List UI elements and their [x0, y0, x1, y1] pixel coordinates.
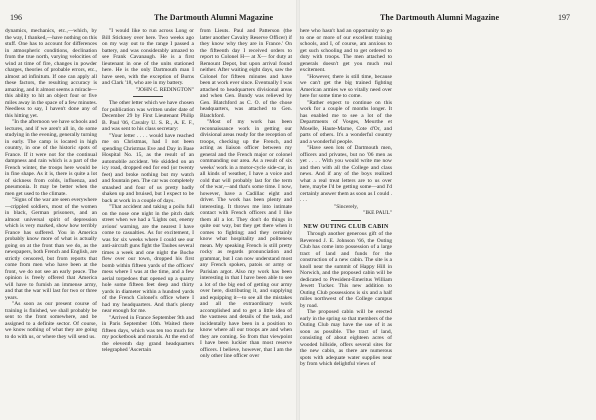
paragraph: "Rather expect to continue on this work for a couple of months longer. It has enabled me to see a lot of the Departments of Vosges, Meurthe et Moselle, Haute-Marne, Cote d'Or, and parts of others. It's a wonderful country and a wonderful people.	[300, 99, 392, 145]
paragraph: Through another generous gift of the Reverend J. E. Johnson '66, the Outing Club has come into possession of a large tract of land and funds for the construction of a new cabin. The site is a knoll near the summit of Happy Hill in Norwich, and the proposed cabin will be dedicated to President-Emeritus William Jewett Tucker. This new addition to Outing Club possessions is six and a half miles northwest of the College campus by road.	[300, 231, 392, 309]
left-page-number: 196	[10, 13, 22, 22]
right-running-title: The Dartmouth Alumni Magazine	[380, 13, 500, 22]
signature-redington: "JOHN C. REDINGTON"	[135, 86, 194, 93]
signature-ike-paul: "IKE PAUL"	[363, 210, 392, 216]
paragraph: dynamics, mechanics, etc.,—which, by the way, I thanked,—have nothing on this stuff. One has to account for differences in atmospheric conditions, declination from the true north, varying velocities of wind at time of fire, changes in powder charges, theories of probable errors, etc., almost ad infinitum. If one can apply all these factors, the resulting accuracy is amazing, and it almost seems a miracle—this ability to hit an object four or five miles away in the space of a few minutes. Needless to say, I haven't done any of this hitting yet.	[5, 28, 97, 119]
paragraph: "However, there is still time, because we can't get the big trained fighting American armies we so vitally need over here for some time to come.	[300, 73, 392, 99]
paragraph: "That accident and taking a poilu full on the nose one night in the pitch dark street when we had a 'Lights out, enemy avions' warning, are the nearest I have come to casualties. As for excitement, I was for six weeks where I could see our anti-aircraft guns fight the Taubes several times a week and one night the Boche flew over our town, dropped his first bomb within fifteen yards of the officers' mess where I was at the time, and a few aerial torpedoes that opened up a quarry hole some fifteen feet deep and thirty yards in diameter within a hundred yards of the French Colonel's office where I had my headquarters. And that's plenty near enough for me.	[102, 204, 194, 314]
right-page-number: 197	[558, 13, 570, 22]
column-3	[200, 28, 292, 416]
column-1	[5, 28, 97, 416]
paragraph: "In the afternoon we have schools and lectures, and if we aren't all in, do some studying in the evening, generally turning in early. The camp is located in high country, in one of the historic spots of France. If it were not for the continual dampness and rain which is a part of the French winter, the troops here would be in fine shape. As it is, there is quite a lot of sickness from colds, influenza, and pneumonia. It may be better when the men get used to the climate.	[5, 119, 97, 197]
paragraph: The proposed cabin will be erected early in the spring so that members of the Outing Club may have the use of it as soon as possible. The tract of land, consisting of about eighteen acres of wooded hillside, offers several sites for the new cabin, as there are numerous spots with adequate water supplies near by from which delightful views of	[300, 309, 392, 367]
paragraph: from Lieuts. Paul and Patterson (the latter another Cavalry Reserve Officer) if they know why they are in France.' On the fifteenth day I received orders to report to Colonel H— at X— for duty at Remount Depot, but upon arrival found neither. After waiting eight days, saw the Colonel for fifteen minutes and have been at work ever since. Eventually I was attached to headquarters divisional areas and when Gen. Bundy was relieved by Gen. Blatchford as C. O. of the chose headquarters, was attached to Gen. Blatchford.	[200, 28, 292, 119]
section-divider	[133, 96, 163, 97]
paragraph: "Signs of the war are seen everywhere—crippled soldiers, most of the women in black, German prisoners, and an almost universal spirit of depression which is very marked, show how terribly France has suffered. You in America probably know more of what is actually going on at the front than we do, as the newspapers, both French and English, are strictly censored, but from reports that come from men who have been at the front, we do not see an early peace. The opinion is freely offered that America will have to furnish an immense army, and that the war will last for two or three years.	[5, 197, 97, 301]
column-4	[300, 28, 392, 416]
paragraph: "Your letter . . . . would have reached me on Christmas, had I not been spending Christmas Eve and Day in Base Hospital No. 15, as the result of an automobile accident. We skidded on an icy road, dropped end for end (or twenty feet) and broke nothing but my watch and fountain pen. The car was completely smashed and four of us pretty badly shaken up and bruised, but I expect to be back at work in a couple of days.	[102, 132, 194, 204]
paragraph: "Arrived in France September 9th and in Paris September 10th. Waited there fifteen days, which was ten too much for my pocketbook and morals. At the end of the eleventh day grand headquarters telegraphed 'Ascertain	[102, 314, 194, 353]
paragraph: here who hasn't had an opportunity to go to one or more of our excellent training schools, and I, of course, am anxious to get such schooling and to get ordered to duty with troops. The men attached to generals doesn't get you much real excitement.	[300, 28, 392, 73]
paragraph: "I would like to run across Long or Bill Stickney over here. Two weeks ago on my way out to the range I passed a battery, and was considerably amazed to see Frank Cavanaugh. He is a first lieutenant in one of the units stationed here. He is the only Dartmouth man I have seen, with the exception of Burns and Clark '18, who are in my battery.	[102, 28, 194, 86]
column-2	[102, 28, 194, 416]
paragraph: "Most of my work has been reconnaissance work in getting our divisional areas ready for the reception of troops, checking up the French, and acting as liaison officer between my general and the French major or colonel commanding our area. As a result of six weeks' work in a motor-cycle side-car, in all kinds of weather, I have a voice and cold that will probably last for the term of the war,—and that's some time. I now, however, have a Cadillac eight and driver. The work has been plenty and interesting. It throws me into intimate contact with French officers and I like them all a lot. They don't do things in quite our way, but they get there when it comes to fighting; and they certainly know what hospitality and politeness mean. My speaking French is still pretty rocky as regards pronunciation and grammar, but I can now understand most any French spoken, patois or army or Parisian argot. Also my work has been interesting in that I have been able to see a lot of the big end of getting our army over here, distributing it, and supplying and equipping it—to see all the mistakes and all the extraordinary work accomplished and to get a little idea of the vastness and details of the task, and incidentally have been in a position to know where all our troops are and when they are coming. So from that viewpoint I have been luckier than most reserve officers. I believe, however, that I am the only other line officer over	[200, 119, 292, 359]
left-running-title: The Dartmouth Alumni Magazine	[154, 13, 274, 22]
section-heading-outing-club: NEW OUTING CLUB CABIN	[303, 223, 389, 230]
paragraph: "As soon as our present course of training is finished, we shall probably be sent to the front somewhere, and be assigned to a definite sector. Of course, we know nothing of what they are going to do with us, or where they will send us.	[5, 301, 97, 340]
paragraph: "Have seen lots of Dartmouth men, officers and privates, but no '06 men as yet . . . . With you would write me now and then with all the College and class news. And if any of the boys realized what a real treat letters are to us over here, maybe I'd be getting some—and I'd certainly answer them as soon as I could . . . .	[300, 145, 392, 203]
closing-sincerely: "Sincerely,	[333, 203, 359, 210]
section-divider	[331, 220, 361, 221]
paragraph: The other letter which we have chosen for publication was written under date of December 29 by First Lieutenant Philip B. Paul '06, Cavalry U. S. R., A. E. F., and was sent to his class secretary:	[102, 100, 194, 132]
right-page	[298, 0, 596, 420]
